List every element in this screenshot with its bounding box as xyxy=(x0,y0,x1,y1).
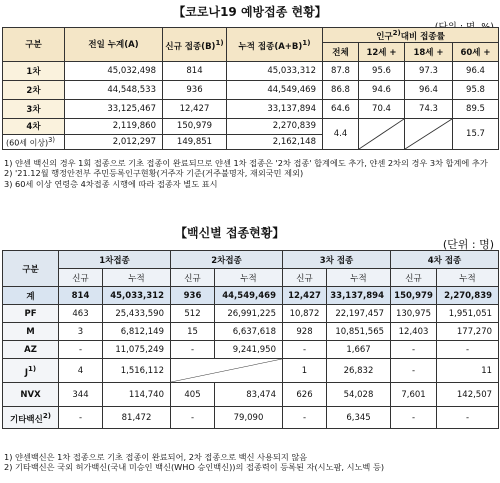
new-cell: 12,427 xyxy=(283,287,327,305)
new-cell: 463 xyxy=(59,305,103,323)
new-cell: 12,403 xyxy=(391,323,437,341)
cumulative-cell: 45,033,312 xyxy=(227,61,323,80)
header-new-text: 신규 접종(B) xyxy=(165,41,216,52)
new-cell: 405 xyxy=(171,383,215,407)
row-label-text: 기타백신 xyxy=(9,414,43,425)
row-label: 계 xyxy=(3,287,59,305)
rate-18-cell: 97.3 xyxy=(405,61,453,80)
header-cumulative xyxy=(227,28,323,62)
rate-12-cell: 95.6 xyxy=(359,61,405,80)
cum-cell: 33,137,894 xyxy=(327,287,391,305)
table1-row-dose2 xyxy=(3,80,499,99)
cum-cell: - xyxy=(437,407,499,429)
diagonal-line xyxy=(405,119,452,149)
header-18plus: 18세 + xyxy=(405,42,453,61)
header-new: 신규 xyxy=(283,269,327,287)
prev-total-cell: 2,119,860 xyxy=(65,118,163,134)
new-cell: 12,427 xyxy=(163,99,227,118)
rate-60-cell: 96.4 xyxy=(453,61,499,80)
cum-cell: 6,812,149 xyxy=(103,323,171,341)
rate-60-cell: 89.5 xyxy=(453,99,499,118)
table2-row-pf xyxy=(3,305,499,323)
header-cum: 누적 xyxy=(103,269,171,287)
new-cell: 150,979 xyxy=(391,287,437,305)
new-cell: 936 xyxy=(171,287,215,305)
rate-all-cell: 64.6 xyxy=(323,99,359,118)
new-cell: - xyxy=(283,407,327,429)
new-cell: 928 xyxy=(283,323,327,341)
header-dose4: 4차 접종 xyxy=(391,251,499,269)
table2-row-etc xyxy=(3,407,499,429)
new-cell: - xyxy=(59,341,103,359)
new-cell: 814 xyxy=(59,287,103,305)
row-label-text: J xyxy=(24,367,28,378)
diagonal-line xyxy=(359,119,404,149)
row-label: 1차 xyxy=(3,61,65,80)
prev-total-cell: 44,548,533 xyxy=(65,80,163,99)
rate-all-cell: 87.8 xyxy=(323,61,359,80)
prev-total-cell: 33,125,467 xyxy=(65,99,163,118)
row-label-60plus-text: (60세 이상) xyxy=(6,138,49,148)
header-cum: 누적 xyxy=(215,269,283,287)
new-cell: 149,851 xyxy=(163,134,227,149)
new-cell: 344 xyxy=(59,383,103,407)
table1-row-dose3 xyxy=(3,99,499,118)
header-60plus: 60세 + xyxy=(453,42,499,61)
cum-cell: 10,851,565 xyxy=(327,323,391,341)
header-rate-text: 인구 xyxy=(376,31,393,42)
diagonal-line xyxy=(171,359,282,382)
new-cell: - xyxy=(391,407,437,429)
rate-18-empty-cell xyxy=(405,118,453,149)
new-cell: 3 xyxy=(59,323,103,341)
new-cell: - xyxy=(283,341,327,359)
new-cell: 130,975 xyxy=(391,305,437,323)
footnote-3: 3) 60세 이상 연령층 4차접종 시행에 따라 접종자 별도 표시 xyxy=(4,178,218,189)
header-new: 신규 xyxy=(171,269,215,287)
table2-row-nvx xyxy=(3,383,499,407)
rate-60-cell: 95.8 xyxy=(453,80,499,99)
header-cum: 누적 xyxy=(437,269,499,287)
row-label: 3차 xyxy=(3,99,65,118)
header-prev-total: 전일 누계(A) xyxy=(65,28,163,62)
header-cumulative-text: 누적 접종(A+B) xyxy=(238,41,303,52)
row-label-sup: 1) xyxy=(28,363,37,373)
header-rate xyxy=(323,28,499,43)
header-dose2: 2차접종 xyxy=(171,251,283,269)
cum-cell: 1,516,112 xyxy=(103,359,171,383)
table2-row-m xyxy=(3,323,499,341)
cum-cell: 1,951,051 xyxy=(437,305,499,323)
cum-cell: 142,507 xyxy=(437,383,499,407)
row-label: AZ xyxy=(3,341,59,359)
new-cell: 512 xyxy=(171,305,215,323)
footnote-1: 1) 얀센 백신의 경우 1회 접종으로 기초 접종이 완료되므로 얀센 1차 접종은 '2차 접종' 합계에도 추가, 얀센 2차의 경우 3차 합계에 추가 xyxy=(4,158,488,168)
cum-cell: 83,474 xyxy=(215,383,283,407)
cum-cell: 2,270,839 xyxy=(437,287,499,305)
cum-cell: 114,740 xyxy=(103,383,171,407)
rate-60-cell: 15.7 xyxy=(453,118,499,149)
row-label: M xyxy=(3,323,59,341)
table1-row-dose4 xyxy=(3,118,499,134)
vaccination-status-title: 【코로나19 예방접종 현황】 xyxy=(173,5,327,19)
header-gubun: 구분 xyxy=(3,251,59,287)
new-cell: - xyxy=(391,341,437,359)
cum-cell: 177,270 xyxy=(437,323,499,341)
new-cell: 936 xyxy=(163,80,227,99)
new-cell: 7,601 xyxy=(391,383,437,407)
cumulative-cell: 44,549,469 xyxy=(227,80,323,99)
header-all: 전체 xyxy=(323,42,359,61)
cumulative-cell: 2,162,148 xyxy=(227,134,323,149)
rate-all-cell: 4.4 xyxy=(323,118,359,149)
new-cell: - xyxy=(59,407,103,429)
header-rate-sup: 2) xyxy=(392,28,401,37)
footnote-2: 2) '21.12월 행정안전부 주민등록인구현황(거주자 기준(거주불명자, 재외국민 제외) xyxy=(4,168,304,179)
rate-all-cell: 86.8 xyxy=(323,80,359,99)
header-dose1: 1차접종 xyxy=(59,251,171,269)
header-new xyxy=(163,28,227,62)
cum-cell: 26,991,225 xyxy=(215,305,283,323)
rate-12-cell: 70.4 xyxy=(359,99,405,118)
cum-cell: 22,197,457 xyxy=(327,305,391,323)
row-label: 2차 xyxy=(3,80,65,99)
rate-12-cell: 94.6 xyxy=(359,80,405,99)
cum-cell: 54,028 xyxy=(327,383,391,407)
header-cumulative-sup: 1) xyxy=(302,37,311,47)
row-label: PF xyxy=(3,305,59,323)
new-cell: 1 xyxy=(283,359,327,383)
new-cell: 4 xyxy=(59,359,103,383)
footnote-1: 1) 얀센백신은 1차 접종으로 기초 접종이 완료되어, 2차 접종으로 백신 사용되지 않음 xyxy=(4,452,308,462)
header-dose3: 3차 접종 xyxy=(283,251,391,269)
new-cell: 626 xyxy=(283,383,327,407)
cum-cell: 25,433,590 xyxy=(103,305,171,323)
cumulative-cell: 2,270,839 xyxy=(227,118,323,134)
row-label xyxy=(3,359,59,383)
cum-cell: 79,090 xyxy=(215,407,283,429)
vaccination-status-table xyxy=(2,27,499,150)
header-new: 신규 xyxy=(59,269,103,287)
cum-cell: 44,549,469 xyxy=(215,287,283,305)
new-cell: - xyxy=(171,407,215,429)
cum-cell: 9,241,950 xyxy=(215,341,283,359)
vaccine-type-title: 【백신별 접종현황】 xyxy=(175,226,285,240)
new-cell: 10,872 xyxy=(283,305,327,323)
table2-footnotes xyxy=(4,452,384,473)
table2-row-total xyxy=(3,287,499,305)
cum-cell: 45,033,312 xyxy=(103,287,171,305)
header-new: 신규 xyxy=(391,269,437,287)
table2-row-j xyxy=(3,359,499,383)
cum-cell: 6,637,618 xyxy=(215,323,283,341)
table2-unit-label: (단위 : 명) xyxy=(442,238,494,251)
new-cell: 15 xyxy=(171,323,215,341)
cum-cell: 81,472 xyxy=(103,407,171,429)
header-cum: 누적 xyxy=(327,269,391,287)
cum-cell: - xyxy=(437,341,499,359)
row-label: NVX xyxy=(3,383,59,407)
header-new-sup: 1) xyxy=(215,37,224,47)
table2-row-az xyxy=(3,341,499,359)
header-rate-tail: 대비 접종률 xyxy=(400,31,445,42)
footnote-2: 2) 기타백신은 국외 허가백신(국내 미승인 백신(WHO 승인백신))의 접종력이 등록된 자(시노팜, 시노벡 등) xyxy=(4,462,385,473)
header-gubun: 구분 xyxy=(3,28,65,62)
table1-footnotes xyxy=(4,158,488,189)
prev-total-cell: 45,032,498 xyxy=(65,61,163,80)
vaccine-type-table xyxy=(2,250,499,429)
new-cell: 150,979 xyxy=(163,118,227,134)
dose2-empty-cell xyxy=(171,359,283,383)
new-cell: - xyxy=(391,359,437,383)
cum-cell: 1,667 xyxy=(327,341,391,359)
rate-12-empty-cell xyxy=(359,118,405,149)
row-label-60plus xyxy=(3,134,65,149)
rate-18-cell: 74.3 xyxy=(405,99,453,118)
row-label-60plus-sup: 3) xyxy=(48,135,55,144)
row-label: 4차 xyxy=(3,118,65,134)
new-cell: 814 xyxy=(163,61,227,80)
cumulative-cell: 33,137,894 xyxy=(227,99,323,118)
row-label xyxy=(3,407,59,429)
rate-18-cell: 96.4 xyxy=(405,80,453,99)
cum-cell: 11 xyxy=(437,359,499,383)
cum-cell: 6,345 xyxy=(327,407,391,429)
prev-total-cell: 2,012,297 xyxy=(65,134,163,149)
table1-row-dose1 xyxy=(3,61,499,80)
row-label-sup: 2) xyxy=(42,410,52,420)
new-cell: - xyxy=(171,341,215,359)
cum-cell: 26,832 xyxy=(327,359,391,383)
header-12plus: 12세 + xyxy=(359,42,405,61)
cum-cell: 11,075,249 xyxy=(103,341,171,359)
